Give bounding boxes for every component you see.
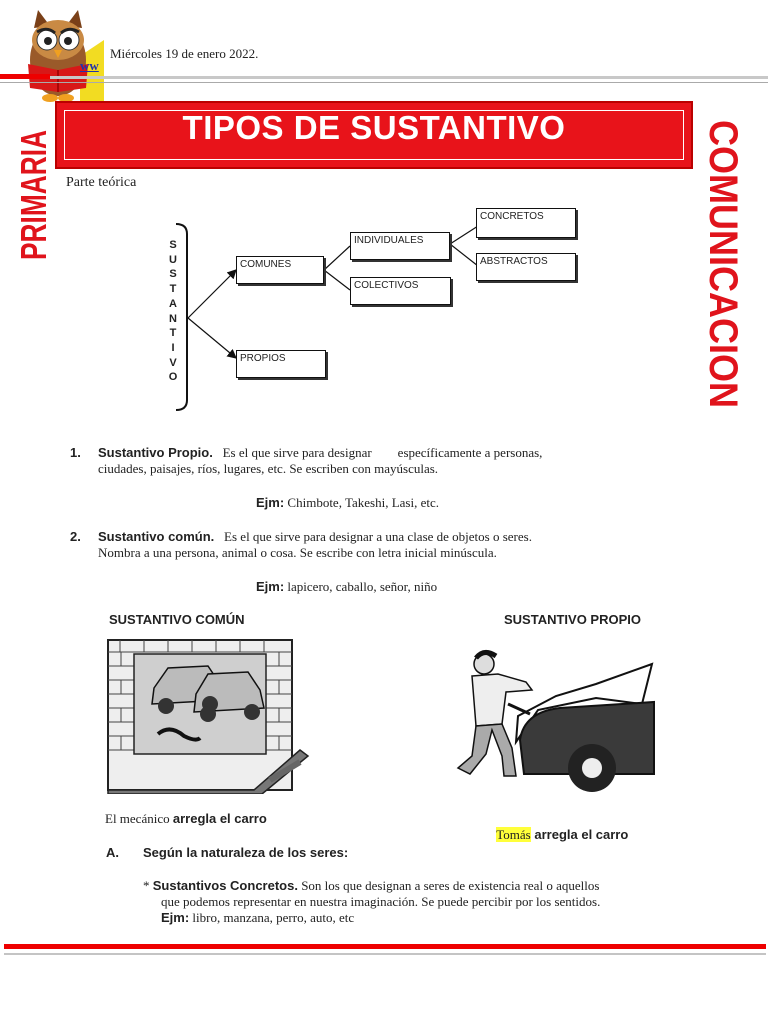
ejm-label: Ejm:: [256, 579, 285, 594]
date-text: Miércoles 19 de enero 2022.: [110, 46, 259, 61]
caption-proper-noun: [490, 811, 628, 843]
intro-text: Parte teórica: [66, 175, 137, 190]
section-line1: Son los que designan a seres de existencia real o aquellos: [301, 878, 600, 893]
footer-gray-rule: [4, 953, 766, 955]
node-colectivos: COLECTIVOS: [350, 277, 451, 305]
item-number: 2.: [70, 529, 81, 544]
root-letter: U: [169, 253, 177, 266]
node-concretos: CONCRETOS: [476, 208, 576, 238]
page-title: TIPOS DE SUSTANTIVO: [182, 109, 566, 146]
section-term: Sustantivos Concretos.: [152, 878, 298, 893]
item-definition: [98, 445, 668, 477]
root-letter: O: [168, 371, 178, 384]
item-line2: Nombra a una persona, animal o cosa. Se escribe con letra inicial minúscula.: [98, 545, 497, 560]
website-link-fragment[interactable]: ww: [80, 58, 99, 73]
noun-tree-diagram: [0, 0, 768, 420]
root-letter: A: [169, 297, 177, 310]
item-line1: Es el que sirve para designar específicamente a personas,: [222, 445, 543, 460]
section-line2: que podemos representar en nuestra imaginación. Se puede percibir por los sentidos.: [161, 894, 601, 909]
caption-plain: El mecánico: [105, 811, 173, 826]
caption-highlight: Tomás: [496, 827, 531, 842]
root-letter: N: [169, 312, 177, 325]
caption-bold: arregla el carro: [530, 827, 629, 842]
ejm-label: Ejm:: [256, 495, 285, 510]
root-word-vertical: [164, 238, 182, 385]
garage-illustration: [104, 638, 314, 794]
caption-bold: arregla el carro: [172, 811, 267, 826]
root-letter: T: [169, 283, 177, 296]
title-banner: [55, 101, 693, 169]
root-letter: S: [169, 268, 177, 281]
bullet: *: [143, 878, 150, 893]
header-red-accent: [0, 74, 50, 79]
item-number: 1.: [70, 445, 81, 460]
heading-proper-noun: SUSTANTIVO PROPIO: [504, 612, 641, 627]
footer-red-rule: [4, 944, 766, 949]
caption-common-noun: [105, 811, 267, 827]
ejm-text: Chimbote, Takeshi, Lasi, etc.: [287, 495, 439, 510]
item-definition: [98, 529, 678, 561]
item-term: Sustantivo común.: [98, 529, 215, 544]
side-label-comunicacion: [700, 118, 750, 410]
header-rule-thin: [0, 82, 768, 83]
section-heading: Según la naturaleza de los seres:: [143, 845, 349, 860]
node-comunes: COMUNES: [236, 256, 324, 284]
header-rule: [0, 76, 768, 79]
item-line1: Es el que sirve para designar a una clase de objetos o seres.: [224, 529, 532, 544]
root-letter: V: [169, 356, 177, 369]
node-propios: PROPIOS: [236, 350, 326, 378]
ejm-text: lapicero, caballo, señor, niño: [287, 579, 438, 594]
root-letter: S: [169, 239, 177, 251]
root-letter: I: [171, 341, 175, 354]
item-line2: ciudades, paisajes, ríos, lugares, etc. Se escriben con mayúsculas.: [98, 461, 439, 476]
item-term: Sustantivo Propio.: [98, 445, 213, 460]
side-label-primaria-text: PRIMARIA: [13, 130, 54, 260]
node-individuales: INDIVIDUALES: [350, 232, 450, 260]
ejm-text: libro, manzana, perro, auto, etc: [192, 910, 355, 925]
item-example: [256, 579, 437, 595]
concrete-nouns-definition: [143, 878, 713, 926]
section-letter: A.: [106, 845, 119, 860]
node-abstractos: ABSTRACTOS: [476, 253, 576, 281]
side-label-primaria: [10, 130, 56, 262]
mechanic-illustration: [446, 644, 658, 796]
item-example: [256, 495, 439, 511]
side-label-comunicacion-text: COMUNICACION: [701, 120, 745, 410]
owl-logo: [20, 6, 104, 104]
root-letter: T: [169, 327, 177, 340]
heading-common-noun: SUSTANTIVO COMÚN: [109, 612, 245, 627]
section-example: [143, 910, 713, 926]
ejm-label: Ejm:: [161, 910, 190, 925]
